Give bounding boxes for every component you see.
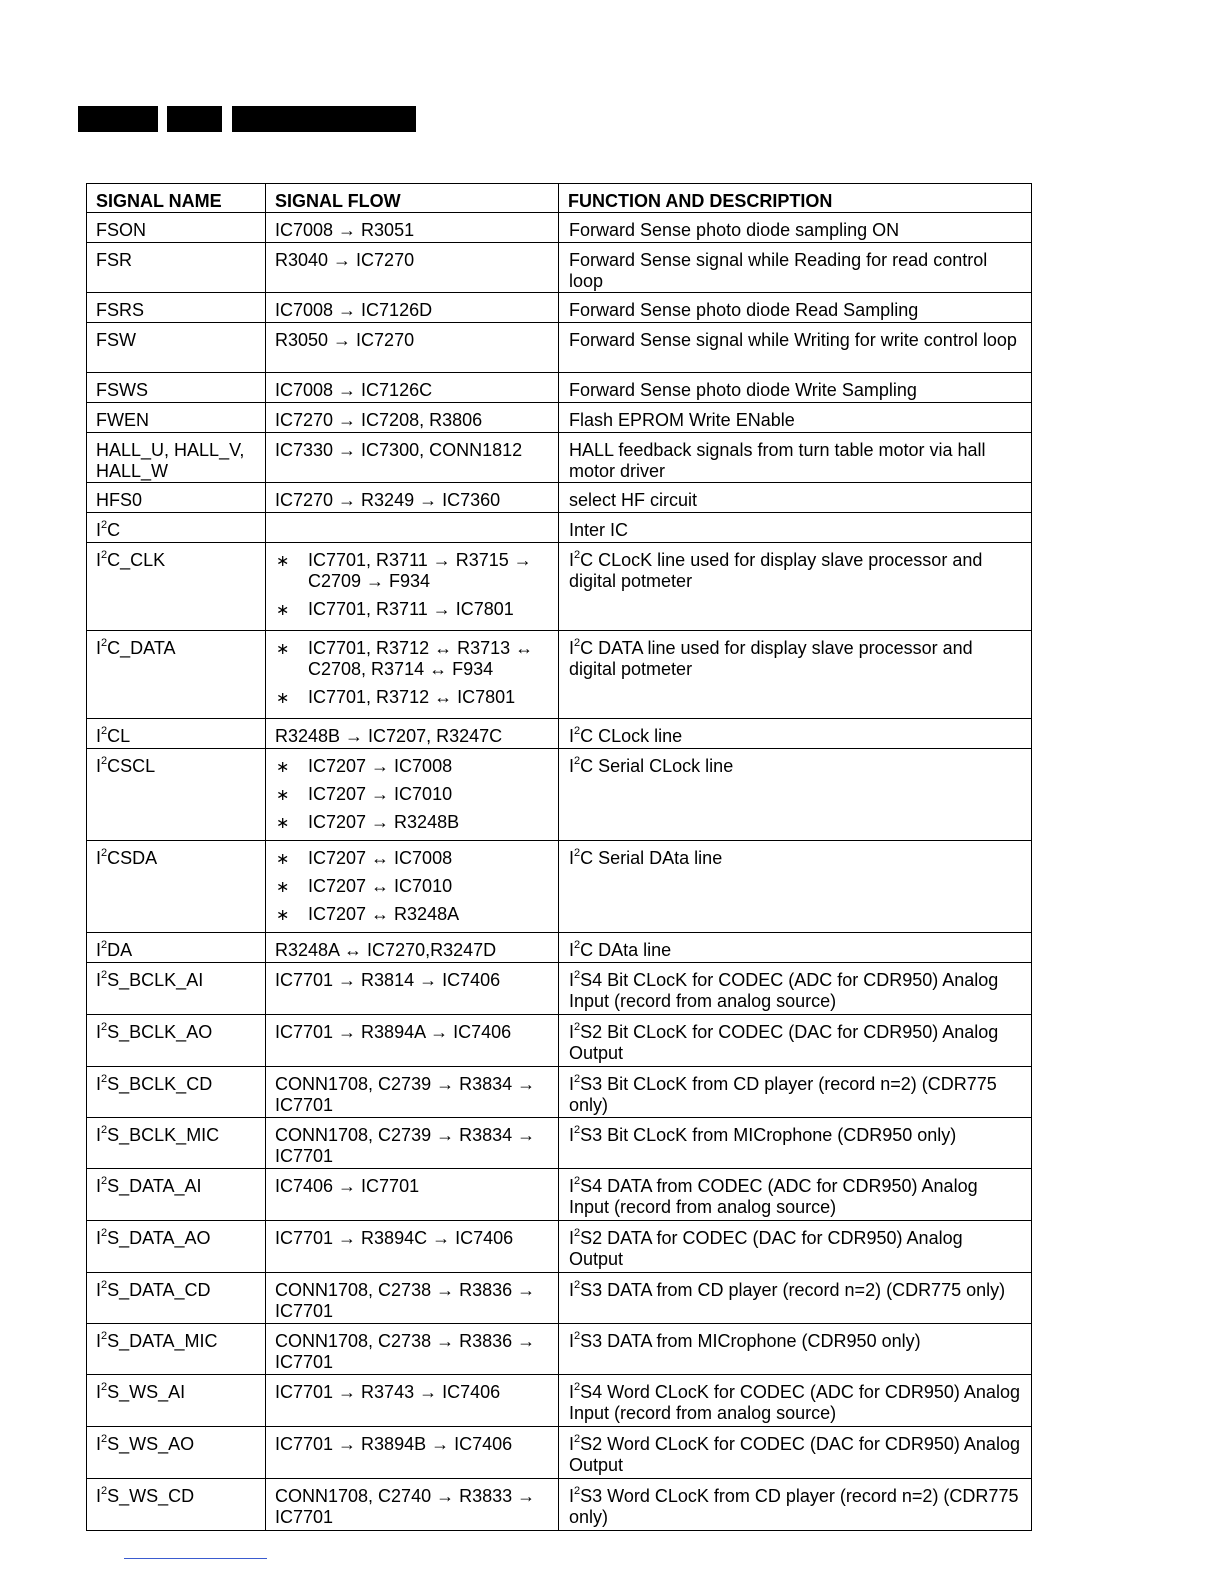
i2-prefix: $I^2$ (96, 1175, 108, 1196)
function-description-cell (559, 243, 1032, 293)
signal-flow-item (275, 876, 548, 897)
signal-name: C (107, 520, 121, 540)
table-row (87, 1427, 1032, 1479)
signal-name-cell (87, 403, 266, 433)
table-row (87, 1118, 1032, 1169)
signal-flow-cell (266, 1015, 559, 1067)
signal-flow-text: IC7207 ↔ IC7008 (308, 848, 453, 868)
i2-prefix: $I^2$ (569, 549, 581, 570)
i2-prefix: $I^2$ (569, 1433, 581, 1454)
function-description: C Serial DAta line (580, 848, 723, 868)
header-block-2 (167, 106, 222, 132)
signal-name-cell (87, 1427, 266, 1479)
table-row (87, 1324, 1032, 1375)
signal-flow-text: IC7701, R3712 ↔ IC7801 (308, 687, 516, 707)
asterisk-bullet-icon: ∗ (276, 851, 290, 868)
function-description: S3 Bit CLocK from CD player (record n=2) (CDR775 only) (569, 1074, 997, 1115)
i2-prefix: $I^2$ (96, 549, 108, 570)
table-row (87, 323, 1032, 373)
signal-flow-item (275, 904, 548, 925)
function-description-cell (559, 631, 1032, 719)
signal-flow-list (275, 550, 548, 620)
asterisk-bullet-icon: ∗ (276, 879, 290, 896)
function-description-cell (559, 293, 1032, 323)
function-description-cell (559, 749, 1032, 841)
function-description: Forward Sense signal while Reading for read control loop (569, 250, 988, 291)
signal-name-cell (87, 1479, 266, 1531)
signal-flow-text: CONN1708, C2739 → R3834 → IC7701 (275, 1125, 536, 1166)
table-row (87, 1273, 1032, 1324)
signal-flow-text: IC7701, R3711 → R3715 → C2709 → F934 (308, 550, 532, 591)
signal-flow-item (275, 638, 548, 680)
table-row (87, 543, 1032, 631)
function-description-cell (559, 963, 1032, 1015)
signal-name-cell (87, 433, 266, 483)
table-row (87, 213, 1032, 243)
asterisk-bullet-icon: ∗ (276, 641, 290, 658)
i2-prefix: $I^2$ (569, 1485, 581, 1506)
signal-name: FSW (96, 330, 136, 350)
function-description-cell (559, 1221, 1032, 1273)
signal-name: CSCL (107, 756, 156, 776)
signal-flow-cell (266, 213, 559, 243)
i2-prefix: $I^2$ (96, 725, 108, 746)
signal-flow-text: IC7701, R3712 ↔ R3713 ↔ C2708, R3714 ↔ F934 (308, 638, 534, 679)
i2-prefix: $I^2$ (569, 1021, 581, 1042)
table-row (87, 293, 1032, 323)
signal-name-cell (87, 1015, 266, 1067)
signal-flow-cell (266, 293, 559, 323)
signal-table (86, 183, 1032, 1531)
signal-name-cell (87, 323, 266, 373)
function-description-cell (559, 403, 1032, 433)
function-description-cell (559, 1118, 1032, 1169)
function-description: S4 Bit CLocK for CODEC (ADC for CDR950) Analog Input (record from analog source) (569, 970, 999, 1011)
signal-flow-cell (266, 483, 559, 513)
signal-flow-text: IC7701 → R3894B → IC7406 (275, 1434, 513, 1454)
signal-flow-cell (266, 1375, 559, 1427)
signal-name-cell (87, 543, 266, 631)
function-description: C DAta line (580, 940, 672, 960)
signal-name-cell (87, 719, 266, 749)
signal-name: FSR (96, 250, 132, 270)
signal-flow-text: CONN1708, C2740 → R3833 → IC7701 (275, 1486, 536, 1527)
signal-flow-text: IC7330 → IC7300, CONN1812 (275, 440, 523, 460)
table-row (87, 403, 1032, 433)
table-row (87, 1221, 1032, 1273)
signal-flow-text: IC7008 → IC7126D (275, 300, 433, 320)
asterisk-bullet-icon: ∗ (276, 553, 290, 570)
function-description: select HF circuit (569, 490, 698, 510)
function-description-cell (559, 1067, 1032, 1118)
signal-name: C_CLK (107, 550, 166, 570)
signal-flow-cell (266, 433, 559, 483)
signal-flow-text: IC7207 → IC7008 (308, 756, 453, 776)
signal-name: S_BCLK_AI (107, 970, 204, 990)
function-description: Flash EPROM Write ENable (569, 410, 795, 430)
signal-name: CSDA (107, 848, 158, 868)
table-row (87, 719, 1032, 749)
i2-prefix: $I^2$ (569, 939, 581, 960)
table-row (87, 373, 1032, 403)
i2-prefix: $I^2$ (96, 755, 108, 776)
signal-flow-item (275, 784, 548, 805)
function-description-cell (559, 483, 1032, 513)
table-row (87, 749, 1032, 841)
i2-prefix: $I^2$ (96, 1330, 108, 1351)
i2-prefix: $I^2$ (96, 1279, 108, 1300)
signal-name: FSWS (96, 380, 148, 400)
signal-name-cell (87, 841, 266, 933)
signal-name: FSON (96, 220, 147, 240)
asterisk-bullet-icon: ∗ (276, 690, 290, 707)
col-header-signal-flow: SIGNAL FLOW (266, 184, 559, 213)
table-row (87, 1169, 1032, 1221)
signal-name: S_WS_AO (107, 1434, 195, 1454)
signal-flow-text: IC7270 → IC7208, R3806 (275, 410, 483, 430)
signal-flow-list (275, 756, 548, 833)
signal-flow-text: IC7008 → IC7126C (275, 380, 433, 400)
table-row (87, 631, 1032, 719)
table-row (87, 1375, 1032, 1427)
signal-flow-cell (266, 1479, 559, 1531)
signal-flow-text: IC7207 → R3248B (308, 812, 460, 832)
table-row (87, 433, 1032, 483)
signal-name-cell (87, 483, 266, 513)
signal-name: S_DATA_AO (107, 1228, 211, 1248)
function-description-cell (559, 1427, 1032, 1479)
signal-flow-cell (266, 1118, 559, 1169)
i2-prefix: $I^2$ (569, 1381, 581, 1402)
table-row (87, 963, 1032, 1015)
signal-flow-cell (266, 841, 559, 933)
function-description: Forward Sense signal while Writing for write control loop (569, 330, 1017, 350)
footer-link-line (124, 1558, 267, 1559)
signal-name-cell (87, 1067, 266, 1118)
signal-name-cell (87, 1375, 266, 1427)
function-description-cell (559, 323, 1032, 373)
signal-name: S_DATA_MIC (107, 1331, 218, 1351)
i2-prefix: $I^2$ (569, 847, 581, 868)
signal-flow-cell (266, 513, 559, 543)
signal-flow-cell (266, 1067, 559, 1118)
function-description-cell (559, 1479, 1032, 1531)
i2-prefix: $I^2$ (569, 969, 581, 990)
i2-prefix: $I^2$ (96, 637, 108, 658)
function-description: HALL feedback signals from turn table motor via hall motor driver (569, 440, 986, 481)
signal-flow-cell (266, 1427, 559, 1479)
signal-name-cell (87, 631, 266, 719)
table-row (87, 841, 1032, 933)
signal-flow-text: IC7701, R3711 → IC7801 (308, 599, 514, 619)
signal-name-cell (87, 243, 266, 293)
signal-flow-text: IC7207 ↔ IC7010 (308, 876, 453, 896)
signal-name: CL (107, 726, 131, 746)
signal-name-cell (87, 213, 266, 243)
function-description-cell (559, 933, 1032, 963)
function-description-cell (559, 433, 1032, 483)
signal-name: S_BCLK_AO (107, 1022, 213, 1042)
function-description-cell (559, 841, 1032, 933)
signal-name-cell (87, 513, 266, 543)
function-description: S3 DATA from MICrophone (CDR950 only) (580, 1331, 921, 1351)
signal-name-cell (87, 1169, 266, 1221)
col-header-signal-name: SIGNAL NAME (87, 184, 266, 213)
signal-flow-text: IC7207 ↔ R3248A (308, 904, 460, 924)
i2-prefix: $I^2$ (569, 1279, 581, 1300)
function-description: S2 Word CLocK for CODEC (DAC for CDR950) Analog Output (569, 1434, 1020, 1475)
signal-flow-item (275, 599, 548, 620)
i2-prefix: $I^2$ (96, 939, 108, 960)
table-row (87, 1067, 1032, 1118)
signal-flow-cell (266, 749, 559, 841)
function-description: S4 DATA from CODEC (ADC for CDR950) Analog Input (record from analog source) (569, 1176, 978, 1217)
signal-flow-text: R3248A ↔ IC7270,R3247D (275, 940, 497, 960)
signal-flow-cell (266, 243, 559, 293)
function-description-cell (559, 1273, 1032, 1324)
signal-flow-item (275, 756, 548, 777)
header-block-1 (78, 106, 158, 132)
table-row (87, 933, 1032, 963)
signal-flow-text: R3040 → IC7270 (275, 250, 415, 270)
function-description-cell (559, 1324, 1032, 1375)
signal-name: S_BCLK_MIC (107, 1125, 220, 1145)
function-description: Inter IC (569, 520, 629, 540)
signal-name: S_DATA_CD (107, 1280, 211, 1300)
signal-flow-cell (266, 373, 559, 403)
signal-flow-text: IC7701 → R3814 → IC7406 (275, 970, 501, 990)
signal-flow-cell (266, 543, 559, 631)
signal-flow-text: IC7270 → R3249 → IC7360 (275, 490, 501, 510)
signal-name: S_WS_AI (107, 1382, 186, 1402)
i2-prefix: $I^2$ (569, 637, 581, 658)
function-description: S2 DATA for CODEC (DAC for CDR950) Analog Output (569, 1228, 963, 1269)
i2-prefix: $I^2$ (96, 1124, 108, 1145)
function-description: S3 Word CLocK from CD player (record n=2) (CDR775 only) (569, 1486, 1019, 1527)
function-description: Forward Sense photo diode Read Sampling (569, 300, 919, 320)
function-description: C Serial CLock line (580, 756, 734, 776)
signal-flow-text: IC7207 → IC7010 (308, 784, 453, 804)
i2-prefix: $I^2$ (569, 1073, 581, 1094)
signal-flow-text: IC7701 → R3743 → IC7406 (275, 1382, 501, 1402)
signal-name-cell (87, 1273, 266, 1324)
signal-name: S_DATA_AI (107, 1176, 202, 1196)
signal-name: FSRS (96, 300, 145, 320)
signal-name-cell (87, 1324, 266, 1375)
function-description: C CLock line (580, 726, 683, 746)
signal-flow-item (275, 812, 548, 833)
i2-prefix: $I^2$ (569, 755, 581, 776)
signal-flow-cell (266, 631, 559, 719)
asterisk-bullet-icon: ∗ (276, 907, 290, 924)
signal-name: C_DATA (107, 638, 176, 658)
asterisk-bullet-icon: ∗ (276, 759, 290, 776)
signal-name-cell (87, 1221, 266, 1273)
asterisk-bullet-icon: ∗ (276, 787, 290, 804)
signal-flow-cell (266, 1221, 559, 1273)
signal-name: HFS0 (96, 490, 143, 510)
signal-name: FWEN (96, 410, 149, 430)
function-description: C CLocK line used for display slave processor and digital potmeter (569, 550, 983, 591)
signal-flow-text: IC7008 → R3051 (275, 220, 415, 240)
i2-prefix: $I^2$ (96, 1433, 108, 1454)
signal-flow-text: R3248B → IC7207, R3247C (275, 726, 503, 746)
function-description: S4 Word CLocK for CODEC (ADC for CDR950) Analog Input (record from analog source) (569, 1382, 1020, 1423)
signal-flow-cell (266, 963, 559, 1015)
function-description: S3 DATA from CD player (record n=2) (CDR775 only) (580, 1280, 1006, 1300)
col-header-function: FUNCTION AND DESCRIPTION (559, 184, 1032, 213)
i2-prefix: $I^2$ (569, 1330, 581, 1351)
table-header-row (87, 184, 1032, 213)
signal-flow-cell (266, 719, 559, 749)
function-description-cell (559, 719, 1032, 749)
signal-name-cell (87, 373, 266, 403)
i2-prefix: $I^2$ (96, 1021, 108, 1042)
function-description-cell (559, 1015, 1032, 1067)
signal-flow-cell (266, 403, 559, 433)
signal-name-cell (87, 963, 266, 1015)
header-block-3 (232, 106, 416, 132)
signal-flow-text: IC7406 → IC7701 (275, 1176, 420, 1196)
signal-name: S_WS_CD (107, 1486, 195, 1506)
table-row (87, 483, 1032, 513)
signal-flow-list (275, 848, 548, 925)
signal-flow-cell (266, 1273, 559, 1324)
signal-flow-text: IC7701 → R3894C → IC7406 (275, 1228, 514, 1248)
table-row (87, 1015, 1032, 1067)
i2-prefix: $I^2$ (96, 847, 108, 868)
signal-name-cell (87, 933, 266, 963)
signal-flow-text: R3050 → IC7270 (275, 330, 415, 350)
signal-flow-list (275, 638, 548, 708)
signal-name: HALL_U, HALL_V, HALL_W (96, 440, 245, 481)
signal-name-cell (87, 293, 266, 323)
i2-prefix: $I^2$ (569, 1227, 581, 1248)
i2-prefix: $I^2$ (96, 519, 108, 540)
signal-flow-text: CONN1708, C2738 → R3836 → IC7701 (275, 1331, 536, 1372)
signal-flow-cell (266, 323, 559, 373)
signal-name: S_BCLK_CD (107, 1074, 213, 1094)
function-description-cell (559, 213, 1032, 243)
signal-name-cell (87, 749, 266, 841)
i2-prefix: $I^2$ (96, 1227, 108, 1248)
signal-flow-item (275, 848, 548, 869)
function-description-cell (559, 1169, 1032, 1221)
i2-prefix: $I^2$ (569, 1124, 581, 1145)
function-description: S2 Bit CLocK for CODEC (DAC for CDR950) Analog Output (569, 1022, 999, 1063)
i2-prefix: $I^2$ (96, 1073, 108, 1094)
signal-name: DA (107, 940, 133, 960)
function-description-cell (559, 513, 1032, 543)
function-description-cell (559, 1375, 1032, 1427)
i2-prefix: $I^2$ (96, 969, 108, 990)
function-description: S3 Bit CLocK from MICrophone (CDR950 only) (580, 1125, 957, 1145)
i2-prefix: $I^2$ (569, 725, 581, 746)
signal-flow-cell (266, 933, 559, 963)
signal-flow-item (275, 687, 548, 708)
function-description-cell (559, 543, 1032, 631)
signal-name-cell (87, 1118, 266, 1169)
table-row (87, 1479, 1032, 1531)
i2-prefix: $I^2$ (96, 1381, 108, 1402)
asterisk-bullet-icon: ∗ (276, 602, 290, 619)
table-row (87, 513, 1032, 543)
i2-prefix: $I^2$ (569, 1175, 581, 1196)
asterisk-bullet-icon: ∗ (276, 815, 290, 832)
function-description: Forward Sense photo diode Write Sampling (569, 380, 917, 400)
signal-flow-item (275, 550, 548, 592)
table-row (87, 243, 1032, 293)
function-description-cell (559, 373, 1032, 403)
signal-flow-text: CONN1708, C2739 → R3834 → IC7701 (275, 1074, 536, 1115)
signal-flow-text: CONN1708, C2738 → R3836 → IC7701 (275, 1280, 536, 1321)
signal-flow-cell (266, 1324, 559, 1375)
signal-flow-cell (266, 1169, 559, 1221)
i2-prefix: $I^2$ (96, 1485, 108, 1506)
function-description: C DATA line used for display slave processor and digital potmeter (569, 638, 973, 679)
signal-flow-text: IC7701 → R3894A → IC7406 (275, 1022, 512, 1042)
function-description: Forward Sense photo diode sampling ON (569, 220, 900, 240)
